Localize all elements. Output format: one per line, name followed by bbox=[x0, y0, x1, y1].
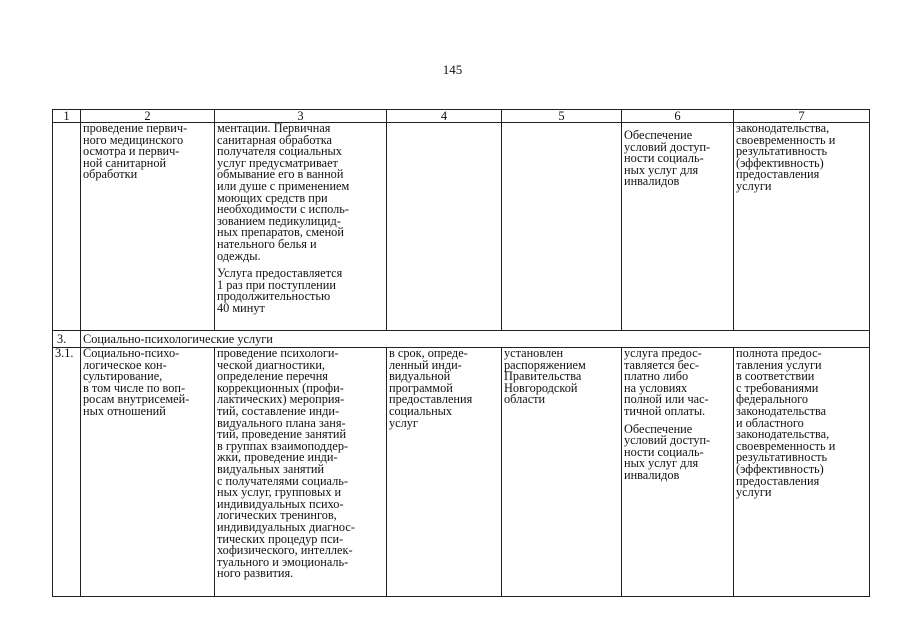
section-row bbox=[53, 331, 870, 348]
cell-text: проведение первич- ного медицинского осмотра и первич- ной санитарной обработки bbox=[83, 122, 188, 182]
column-number: 1 bbox=[53, 110, 81, 123]
service-description-cell bbox=[215, 348, 387, 597]
table-cell bbox=[387, 123, 502, 331]
cell-text: ментации. Первичная санитарная обработка получателя социальных услуг предусматривает обмывание его в ванной или душе с применением моющих средств при необходимости с исполь- зованием педикулицид- ных препаратов, сменой нательного белья и одежды. bbox=[217, 122, 350, 263]
cell-text: Социально-психо- логическое кон- сультирование, в том числе по воп- росам внутрисемей- ных отношений bbox=[83, 347, 190, 418]
table-row bbox=[53, 348, 870, 597]
column-number: 3 bbox=[215, 110, 387, 123]
quality-cell bbox=[734, 123, 870, 331]
conditions-cell bbox=[622, 348, 734, 597]
cell-text: в срок, опреде- ленный инди- видуальной программой предоставления социальных услуг bbox=[389, 347, 473, 430]
cell-text: установлен распоряжением Правительства Новгородской области bbox=[504, 347, 586, 407]
quality-cell bbox=[734, 348, 870, 597]
service-description-cell bbox=[215, 123, 387, 331]
cell-text: полнота предос- тавления услуги в соответствии с требованиями федерального законодательства и областного законодательства, своевременность и результативность (эффективность) предоставления услуги bbox=[736, 347, 836, 500]
cell-text: услуга предос- тавляется бес- платно либо на условиях полной или час- тичной оплаты. bbox=[624, 347, 709, 418]
column-number: 7 bbox=[734, 110, 870, 123]
section-title: Социально-психологические услуги bbox=[81, 331, 870, 348]
row-number: 3.1. bbox=[53, 348, 81, 597]
deadline-cell bbox=[387, 348, 502, 597]
conditions-cell bbox=[622, 123, 734, 331]
page-number: 145 bbox=[442, 62, 463, 77]
column-number: 4 bbox=[387, 110, 502, 123]
cell-text: Обеспечение условий доступ- ности социаль- ных услуг для инвалидов bbox=[624, 421, 711, 482]
column-numbers-row bbox=[53, 110, 870, 123]
cell-text: законодательства, своевременность и результативность (эффективность) предоставления услуги bbox=[736, 122, 836, 193]
cell-text: Услуга предоставляется 1 раз при поступлении продолжительностью 40 минут bbox=[217, 266, 343, 315]
service-name-cell bbox=[81, 348, 215, 597]
cost-cell bbox=[502, 348, 622, 597]
column-number: 2 bbox=[81, 110, 215, 123]
table-row bbox=[53, 123, 870, 331]
table-cell bbox=[502, 123, 622, 331]
cell-text: проведение психологи- ческой диагностики, определение перечня коррекционных (профи- лактических) мероприя- тий, составление инди- видуального плана заня- тий, проведение занятий в группах взаимоподдер- жки, проведение инди- видуальных занятий с получателями социаль- ных услуг, групповых и индивидуальных психо- логических тренингов, индивидуальных диагнос- тических процедур пси- хофизического, интеллек- туального и эмоциональ- ного развития. bbox=[217, 347, 355, 581]
service-name-cell bbox=[81, 123, 215, 331]
column-number: 6 bbox=[622, 110, 734, 123]
table-cell bbox=[53, 123, 81, 331]
services-table bbox=[52, 109, 870, 597]
column-number: 5 bbox=[502, 110, 622, 123]
section-number: 3. bbox=[53, 331, 81, 348]
cell-text: Обеспечение условий доступ- ности социаль- ных услуг для инвалидов bbox=[624, 128, 711, 189]
